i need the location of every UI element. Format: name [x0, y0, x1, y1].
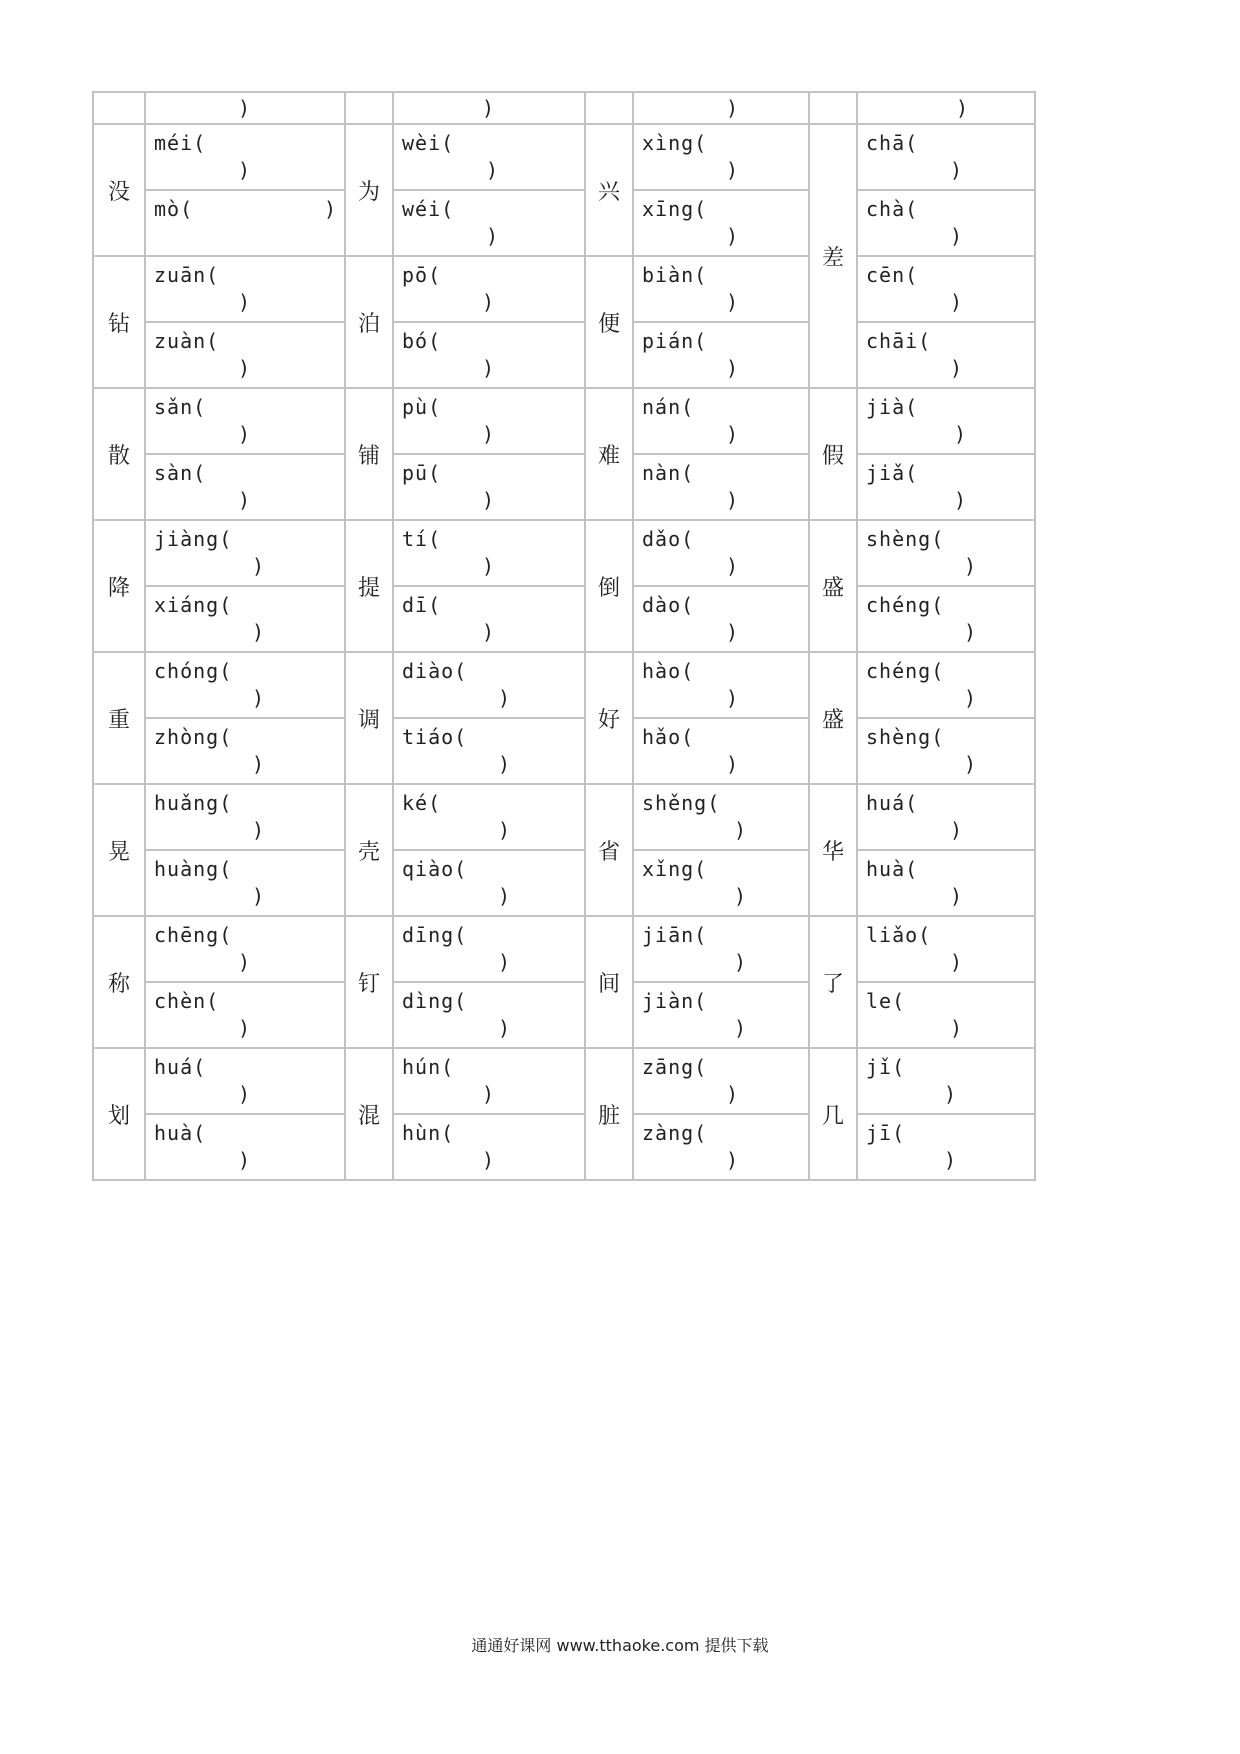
- pinyin-label: hún(: [402, 1055, 455, 1079]
- pinyin-label: shěng(: [642, 791, 721, 815]
- answer-cell[interactable]: [393, 1048, 585, 1114]
- pinyin-label: chèn(: [154, 989, 220, 1013]
- close-paren: ): [238, 290, 251, 314]
- close-paren: ): [486, 158, 499, 182]
- character-cell: [93, 92, 145, 124]
- pinyin-label: xīng(: [642, 197, 708, 221]
- table-row: [93, 784, 1035, 850]
- answer-cell[interactable]: [145, 718, 345, 784]
- table-row: [93, 718, 1035, 784]
- pinyin-label: xìng(: [642, 131, 708, 155]
- close-paren: ): [482, 620, 495, 644]
- pinyin-label: mò(: [154, 197, 194, 221]
- answer-cell[interactable]: [393, 190, 585, 256]
- answer-cell[interactable]: [633, 916, 809, 982]
- character-cell: 降: [93, 520, 145, 652]
- answer-cell[interactable]: [857, 388, 1035, 454]
- close-paren: ): [964, 752, 977, 776]
- pinyin-label: jiàn(: [642, 989, 708, 1013]
- close-paren: ): [950, 224, 963, 248]
- character-cell: 好: [585, 652, 633, 784]
- close-paren: ): [950, 884, 963, 908]
- close-paren: ): [252, 884, 265, 908]
- character-cell: 华: [809, 784, 857, 916]
- answer-cell[interactable]: [145, 1114, 345, 1180]
- pinyin-label: pián(: [642, 329, 708, 353]
- pinyin-label: chóng(: [154, 659, 233, 683]
- pinyin-label: dī(: [402, 593, 442, 617]
- answer-cell[interactable]: [393, 718, 585, 784]
- close-paren: ): [950, 818, 963, 842]
- pinyin-label: chéng(: [866, 593, 945, 617]
- answer-cell[interactable]: [857, 850, 1035, 916]
- table-row-partial: [93, 92, 1035, 124]
- close-paren: ): [734, 950, 747, 974]
- pinyin-label: ké(: [402, 791, 442, 815]
- pinyin-label: dīng(: [402, 923, 468, 947]
- character-cell: 兴: [585, 124, 633, 256]
- pinyin-label: biàn(: [642, 263, 708, 287]
- table-row: [93, 982, 1035, 1048]
- answer-cell[interactable]: [857, 190, 1035, 256]
- pinyin-label: dǎo(: [642, 527, 695, 551]
- pinyin-label: liǎo(: [866, 923, 932, 947]
- pinyin-label: méi(: [154, 131, 207, 155]
- answer-cell[interactable]: [857, 92, 1035, 124]
- answer-cell[interactable]: [857, 718, 1035, 784]
- answer-cell[interactable]: [633, 388, 809, 454]
- answer-cell[interactable]: [633, 1048, 809, 1114]
- answer-cell[interactable]: [145, 850, 345, 916]
- answer-cell[interactable]: [145, 652, 345, 718]
- answer-cell[interactable]: [393, 520, 585, 586]
- close-paren: ): [482, 488, 495, 512]
- answer-cell[interactable]: [633, 256, 809, 322]
- close-paren: ): [726, 1148, 739, 1172]
- close-paren: ): [726, 752, 739, 776]
- close-paren: ): [726, 620, 739, 644]
- answer-cell[interactable]: [145, 92, 345, 124]
- character-cell: 几: [809, 1048, 857, 1180]
- close-paren: ): [482, 290, 495, 314]
- close-paren: ): [252, 752, 265, 776]
- pinyin-label: jī(: [866, 1121, 906, 1145]
- answer-cell[interactable]: [857, 784, 1035, 850]
- answer-cell[interactable]: [393, 124, 585, 190]
- answer-cell[interactable]: [145, 454, 345, 520]
- table-row: [93, 586, 1035, 652]
- close-paren: ): [734, 818, 747, 842]
- character-cell: 省: [585, 784, 633, 916]
- table-row: [93, 322, 1035, 388]
- pinyin-label: wèi(: [402, 131, 455, 155]
- answer-cell[interactable]: [633, 718, 809, 784]
- pinyin-label: hùn(: [402, 1121, 455, 1145]
- close-paren: ): [238, 488, 251, 512]
- character-cell: 铺: [345, 388, 393, 520]
- answer-cell[interactable]: [145, 982, 345, 1048]
- close-paren: ): [238, 96, 251, 120]
- close-paren: ): [498, 1016, 511, 1040]
- answer-cell[interactable]: [633, 652, 809, 718]
- answer-cell[interactable]: [145, 1048, 345, 1114]
- close-paren: ): [726, 356, 739, 380]
- close-paren: ): [726, 488, 739, 512]
- table-row: [93, 1048, 1035, 1114]
- character-cell: 难: [585, 388, 633, 520]
- character-cell: 钻: [93, 256, 145, 388]
- character-cell: 假: [809, 388, 857, 520]
- close-paren: ): [482, 356, 495, 380]
- polyphone-table: [92, 91, 1036, 1181]
- pinyin-label: pù(: [402, 395, 442, 419]
- answer-cell[interactable]: [857, 520, 1035, 586]
- character-cell: 调: [345, 652, 393, 784]
- pinyin-label: le(: [866, 989, 906, 1013]
- answer-cell[interactable]: [633, 982, 809, 1048]
- answer-cell[interactable]: [857, 916, 1035, 982]
- character-cell: 差: [809, 124, 857, 388]
- pinyin-label: zuān(: [154, 263, 220, 287]
- answer-cell[interactable]: [145, 784, 345, 850]
- character-cell: 泊: [345, 256, 393, 388]
- answer-cell[interactable]: [145, 520, 345, 586]
- pinyin-label: tiáo(: [402, 725, 468, 749]
- pinyin-label: chā(: [866, 131, 919, 155]
- pinyin-label: shèng(: [866, 527, 945, 551]
- pinyin-label: chéng(: [866, 659, 945, 683]
- close-paren: ): [482, 1148, 495, 1172]
- character-cell: 便: [585, 256, 633, 388]
- answer-cell[interactable]: [633, 586, 809, 652]
- pinyin-label: huá(: [866, 791, 919, 815]
- close-paren: ): [964, 554, 977, 578]
- pinyin-label: hào(: [642, 659, 695, 683]
- answer-cell[interactable]: [857, 1048, 1035, 1114]
- close-paren: ): [726, 290, 739, 314]
- answer-cell[interactable]: [145, 586, 345, 652]
- pinyin-label: nàn(: [642, 461, 695, 485]
- character-cell: 没: [93, 124, 145, 256]
- character-cell: 提: [345, 520, 393, 652]
- character-cell: 重: [93, 652, 145, 784]
- table-row: [93, 652, 1035, 718]
- close-paren: ): [950, 950, 963, 974]
- close-paren: ): [498, 818, 511, 842]
- answer-cell[interactable]: [393, 454, 585, 520]
- character-cell: 为: [345, 124, 393, 256]
- answer-cell[interactable]: [857, 322, 1035, 388]
- character-cell: [345, 92, 393, 124]
- close-paren: ): [238, 158, 251, 182]
- character-cell: 混: [345, 1048, 393, 1180]
- close-paren: ): [498, 752, 511, 776]
- character-cell: 间: [585, 916, 633, 1048]
- pinyin-label: jǐ(: [866, 1055, 906, 1079]
- answer-cell[interactable]: [857, 1114, 1035, 1180]
- close-paren: ): [734, 884, 747, 908]
- answer-cell[interactable]: [633, 322, 809, 388]
- pinyin-label: huà(: [154, 1121, 207, 1145]
- close-paren: ): [726, 158, 739, 182]
- close-paren: ): [954, 488, 967, 512]
- answer-cell[interactable]: [145, 322, 345, 388]
- pinyin-label: dào(: [642, 593, 695, 617]
- close-paren: ): [726, 554, 739, 578]
- answer-cell[interactable]: [857, 256, 1035, 322]
- answer-cell[interactable]: [633, 784, 809, 850]
- pinyin-label: chāi(: [866, 329, 932, 353]
- character-cell: 划: [93, 1048, 145, 1180]
- close-paren: ): [964, 620, 977, 644]
- character-cell: 了: [809, 916, 857, 1048]
- character-cell: 倒: [585, 520, 633, 652]
- close-paren: ): [726, 422, 739, 446]
- close-paren: ): [498, 884, 511, 908]
- answer-cell[interactable]: [393, 322, 585, 388]
- character-cell: 钉: [345, 916, 393, 1048]
- pinyin-label: cēn(: [866, 263, 919, 287]
- pinyin-label: pū(: [402, 461, 442, 485]
- character-cell: 脏: [585, 1048, 633, 1180]
- table-row: [93, 850, 1035, 916]
- close-paren: ): [238, 422, 251, 446]
- answer-cell[interactable]: [857, 652, 1035, 718]
- pinyin-label: xiáng(: [154, 593, 233, 617]
- pinyin-label: jiān(: [642, 923, 708, 947]
- close-paren: ): [944, 1148, 957, 1172]
- answer-cell[interactable]: [145, 190, 345, 256]
- pinyin-label: chēng(: [154, 923, 233, 947]
- character-cell: 称: [93, 916, 145, 1048]
- answer-cell[interactable]: [393, 1114, 585, 1180]
- close-paren: ): [954, 422, 967, 446]
- close-paren: ): [726, 96, 739, 120]
- answer-cell[interactable]: [145, 916, 345, 982]
- pinyin-label: huà(: [866, 857, 919, 881]
- close-paren: ): [964, 686, 977, 710]
- answer-cell[interactable]: [633, 520, 809, 586]
- pinyin-label: sàn(: [154, 461, 207, 485]
- table-row: [93, 256, 1035, 322]
- pinyin-label: jiǎ(: [866, 461, 919, 485]
- close-paren: ): [238, 1148, 251, 1172]
- pinyin-label: tí(: [402, 527, 442, 551]
- pinyin-label: huǎng(: [154, 791, 233, 815]
- answer-cell[interactable]: [393, 982, 585, 1048]
- pinyin-label: hǎo(: [642, 725, 695, 749]
- table-row: [93, 124, 1035, 190]
- close-paren: ): [726, 686, 739, 710]
- close-paren: ): [498, 950, 511, 974]
- pinyin-label: zàng(: [642, 1121, 708, 1145]
- pinyin-label: jià(: [866, 395, 919, 419]
- character-cell: 散: [93, 388, 145, 520]
- close-paren: ): [252, 686, 265, 710]
- answer-cell[interactable]: [393, 92, 585, 124]
- close-paren: ): [482, 422, 495, 446]
- answer-cell[interactable]: [633, 92, 809, 124]
- table-row: [93, 190, 1035, 256]
- pinyin-label: xǐng(: [642, 857, 708, 881]
- pinyin-label: diào(: [402, 659, 468, 683]
- close-paren: ): [956, 96, 969, 120]
- pinyin-label: qiào(: [402, 857, 468, 881]
- answer-cell[interactable]: [633, 190, 809, 256]
- answer-cell[interactable]: [633, 124, 809, 190]
- character-cell: 晃: [93, 784, 145, 916]
- close-paren: ): [950, 1016, 963, 1040]
- close-paren: ): [482, 1082, 495, 1106]
- pinyin-label: huá(: [154, 1055, 207, 1079]
- close-paren: ): [238, 1082, 251, 1106]
- pinyin-label: zuàn(: [154, 329, 220, 353]
- pinyin-label: bó(: [402, 329, 442, 353]
- table-row: [93, 520, 1035, 586]
- table-row: [93, 1114, 1035, 1180]
- answer-cell[interactable]: [633, 454, 809, 520]
- answer-cell[interactable]: [145, 124, 345, 190]
- close-paren: ): [950, 290, 963, 314]
- footer-credit: 通通好课网 www.tthaoke.com 提供下载: [471, 1636, 769, 1655]
- close-paren: ): [734, 1016, 747, 1040]
- close-paren: ): [726, 224, 739, 248]
- answer-cell[interactable]: [393, 916, 585, 982]
- close-paren: ): [252, 554, 265, 578]
- answer-cell[interactable]: [633, 1114, 809, 1180]
- pinyin-label: jiàng(: [154, 527, 233, 551]
- character-cell: 盛: [809, 652, 857, 784]
- answer-cell[interactable]: [857, 982, 1035, 1048]
- pinyin-label: zhòng(: [154, 725, 233, 749]
- answer-cell[interactable]: [393, 586, 585, 652]
- close-paren: ): [498, 686, 511, 710]
- answer-cell[interactable]: [393, 784, 585, 850]
- answer-cell[interactable]: [857, 454, 1035, 520]
- table-row: [93, 388, 1035, 454]
- pinyin-label: sǎn(: [154, 395, 207, 419]
- pinyin-label: chà(: [866, 197, 919, 221]
- character-cell: 盛: [809, 520, 857, 652]
- answer-cell[interactable]: [393, 388, 585, 454]
- close-paren: ): [238, 356, 251, 380]
- character-cell: 壳: [345, 784, 393, 916]
- answer-cell[interactable]: [145, 256, 345, 322]
- close-paren: ): [482, 96, 495, 120]
- close-paren: ): [252, 818, 265, 842]
- pinyin-label: zāng(: [642, 1055, 708, 1079]
- pinyin-label: pō(: [402, 263, 442, 287]
- close-paren: ): [238, 950, 251, 974]
- answer-cell[interactable]: [145, 388, 345, 454]
- table-row: [93, 916, 1035, 982]
- close-paren: ): [950, 158, 963, 182]
- close-paren: ): [944, 1082, 957, 1106]
- pinyin-label: shèng(: [866, 725, 945, 749]
- close-paren: ): [950, 356, 963, 380]
- close-paren: ): [238, 1016, 251, 1040]
- close-paren: ): [726, 1082, 739, 1106]
- character-cell: [585, 92, 633, 124]
- close-paren: ): [486, 224, 499, 248]
- answer-cell[interactable]: [393, 652, 585, 718]
- answer-cell[interactable]: [857, 586, 1035, 652]
- answer-cell[interactable]: [393, 850, 585, 916]
- table-row: [93, 454, 1035, 520]
- pinyin-label: dìng(: [402, 989, 468, 1013]
- answer-cell[interactable]: [393, 256, 585, 322]
- answer-cell[interactable]: [857, 124, 1035, 190]
- answer-cell[interactable]: [633, 850, 809, 916]
- close-paren: ): [252, 620, 265, 644]
- pinyin-label: nán(: [642, 395, 695, 419]
- character-cell: [809, 92, 857, 124]
- pinyin-label: huàng(: [154, 857, 233, 881]
- pinyin-label: wéi(: [402, 197, 455, 221]
- close-paren: ): [324, 197, 337, 221]
- close-paren: ): [482, 554, 495, 578]
